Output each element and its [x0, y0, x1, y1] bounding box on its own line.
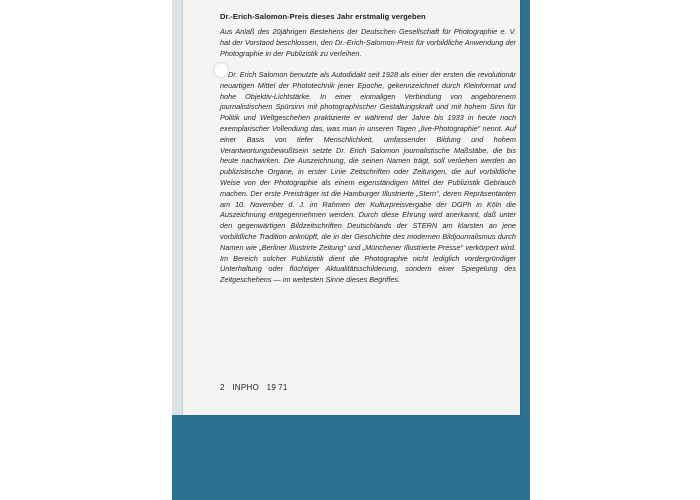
- article-intro: Aus Anlaß des 20jährigen Bestehens der Deutschen Gesellschaft für Photographie e. V. hat der Vorstand beschlossen, den Dr.-Erich-Salomon-Preis für vorbildliche Anwendung der Photographie in der Publizistik zu verleihen.: [220, 27, 516, 58]
- article-body: Dr. Erich Salomon benutzte als Autodidakt seit 1928 als einer der ersten die revolutionär neuartigen Mittel der Phototechnik jener Epoche, gekennzeichnet durch Kleinformat und hohe Objektiv-Lichtstärke. In einer einmaligen Verbindung von angeborenem journalistischem Spürsinn mit photographischer Gestaltungskraft und mit hohem Sinn für Politik und Weltgeschehen praktizierte er während der Jahre bis 1933 in heute noch exemplarischer Vollendung das, was man in unseren Tagen „live-Photographie“ nennt. Auf einer Basis von tiefer Menschlichkeit, umfassender Bildung und hohem Verantwortungsbewußtsein setzte Dr. Erich Salomon journalistische Maßstäbe, die bis heute nachwirken. Die Auszeichnung, die seinen Namen trägt, soll verliehen werden an publizistische Organe, in erster Linie Zeitschriften oder Zeitungen, die auf vorbildliche Weise von der Photographie als einem eigenständigen Mittel der Publizistik Gebrauch machen. Der erste Preisträger ist die Hamburger Illustrierte „Stern“, deren Repräsentanten am 10. November d. J. im Rahmen der Kulturpreisvergabe der DGPh in Köln die Auszeichnung entgegennehmen werden. Durch diese Ehrung wird anerkannt, daß unter den gegenwärtigen Bildzeitschriften Deutschlands der STERN am klarsten an jene vorbildliche Tradition anknüpft, die in der Geschichte des modernen Bildjournalismus durch Namen wie „Berliner Illustrirte Zeitung“ und „Münchener Illustrierte Presse“ verkörpert wird. Im Bereich solcher Publizistik dient die Photographie nicht lediglich vordergründiger Unterhaltung oder flüchtiger Aktualitätsschilderung, sondern einer Spiegelung des Zeitgeschehens — im weitesten Sinne dieses Begriffes.: [220, 70, 516, 285]
- issue-year: 71: [278, 383, 288, 392]
- page-edge: [172, 0, 183, 415]
- publication-name: INPHO: [232, 383, 260, 392]
- page-footer: [220, 383, 293, 392]
- issue-number: 19: [266, 383, 277, 392]
- page-number: 2: [220, 383, 225, 392]
- article-title: Dr.-Erich-Salomon-Preis dieses Jahr erstmalig vergeben: [220, 12, 426, 21]
